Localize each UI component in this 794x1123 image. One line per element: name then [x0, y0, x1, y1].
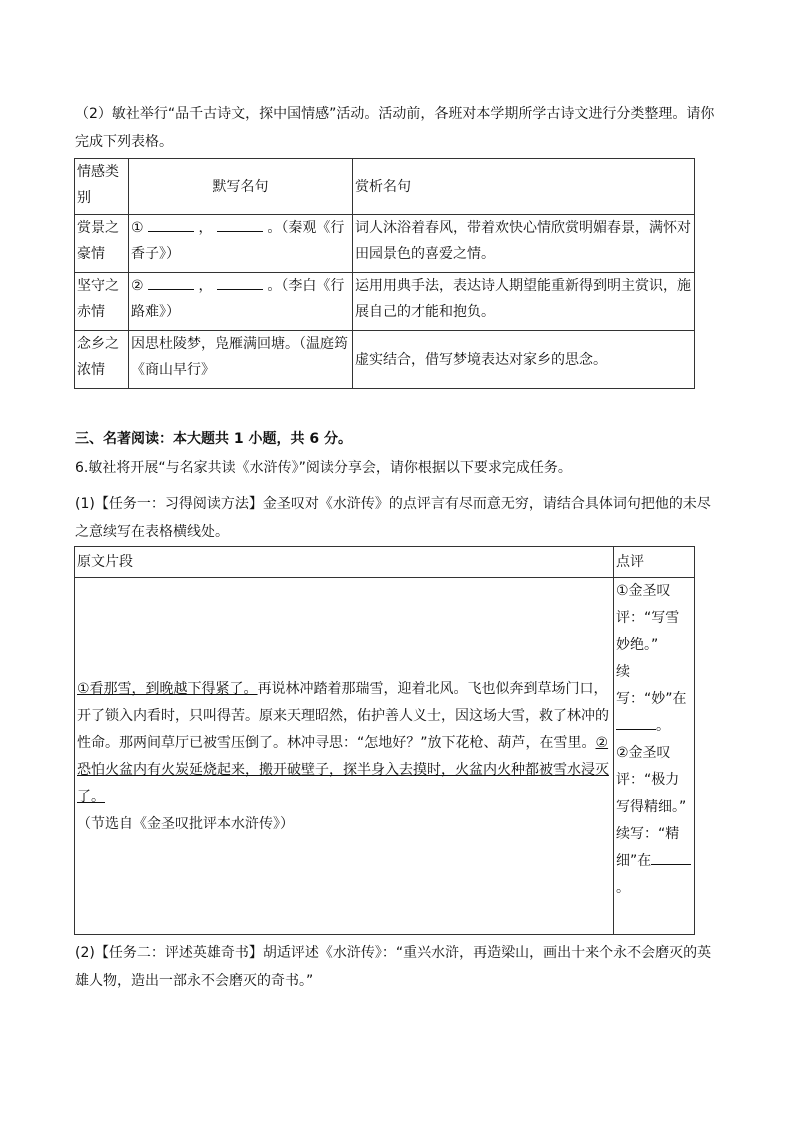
emotion-cell: 赏景之豪情 — [75, 215, 129, 273]
passage-cell — [75, 578, 614, 935]
dictation-cell — [129, 273, 353, 331]
source-text: 。（秦观《行香子》） — [131, 220, 345, 262]
reading-table — [74, 546, 695, 935]
dictation-cell — [129, 215, 353, 273]
passage-underlined-2: ②恐怕火盆内有火炭延烧起来，搬开破壁子，探半身入去摸时，火盆内火种都被雪水浸灭了。 — [77, 734, 609, 805]
emotion-cell: 念乡之浓情 — [75, 331, 129, 389]
header-emotion: 情感类别 — [75, 159, 129, 215]
table-header-row — [75, 547, 695, 578]
passage-underlined-1: ①看那雪，到晚越下得紧了。 — [77, 680, 258, 697]
blank-mark: ① — [131, 220, 144, 236]
answer-blank[interactable] — [148, 275, 194, 290]
comment-2-prompt: 续写：“精细”在 — [616, 826, 680, 869]
q2-intro: （2）敏社举行“品千古诗文，探中国情感”活动。活动前，各班对本学期所学古诗文进行分类整理。请你完成下列表格。 — [75, 106, 715, 150]
header-passage: 原文片段 — [75, 547, 614, 578]
blank-sep: ， — [198, 220, 213, 236]
emotion-cell: 坚守之赤情 — [75, 273, 129, 331]
task1-text: (1)【任务一：习得阅读方法】金圣叹对《水浒传》的点评言有尽而意无穷，请结合具体词句把他的未尽之意续写在表格横线处。 — [75, 496, 711, 540]
comment-2-quote: ②金圣叹评：“极力写得精细。” — [616, 745, 687, 815]
header-comment: 点评 — [614, 547, 695, 578]
source-text: 。（李白《行路难》） — [131, 278, 345, 320]
appreciation-cell: 词人沐浴着春风，带着欢快心情欣赏明媚春景，满怀对田园景色的喜爱之情。 — [353, 215, 695, 273]
passage-body: 再说林冲踏着那瑞雪，迎着北风。飞也似奔到草场门口，开了锁入内看时，只叫得苦。原来天理昭然，佑护善人义士，因这场大雪，救了林冲的性命。那两间草厅已被雪压倒了。林冲寻思：“怎地好？”放下花枪、葫芦，在雪里。 — [77, 680, 609, 751]
blank-mark: ② — [131, 278, 144, 294]
passage-source: （节选自《金圣叹批评本水浒传》） — [77, 815, 294, 832]
table-row — [75, 273, 695, 331]
answer-blank[interactable] — [616, 715, 656, 730]
table-row — [75, 215, 695, 273]
answer-blank[interactable] — [651, 850, 691, 865]
comment-2-end: 。 — [616, 880, 630, 896]
task2-text: (2)【任务二：评述英雄奇书】胡适评述《水浒传》：“重兴水浒，再造梁山，画出十来个永不会磨灭的英雄人物，造出一部永不会磨灭的奇书。” — [75, 945, 712, 989]
appreciation-cell: 运用用典手法，表达诗人期望能重新得到明主赏识，施展自己的才能和抱负。 — [353, 273, 695, 331]
answer-blank[interactable] — [217, 217, 263, 232]
section-title: 三、名著阅读：本大题共 1 小题，共 6 分。 — [75, 431, 352, 447]
q6-intro: 6.敏社将开展“与名家共读《水浒传》”阅读分享会，请你根据以下要求完成任务。 — [75, 460, 572, 476]
appreciation-cell: 虚实结合，借写梦境表达对家乡的思念。 — [353, 331, 695, 389]
comment-1-end: 。 — [656, 718, 670, 734]
emotion-table — [74, 158, 695, 389]
table-header-row — [75, 159, 695, 215]
answer-blank[interactable] — [217, 275, 263, 290]
answer-blank[interactable] — [148, 217, 194, 232]
header-dictation: 默写名句 — [129, 159, 353, 215]
table-row — [75, 331, 695, 389]
comment-1-quote: ①金圣叹评：“写雪妙绝。” — [616, 583, 680, 653]
dictation-cell: 因思杜陵梦，凫雁满回塘。（温庭筠《商山早行》 — [129, 331, 353, 389]
header-appreciation: 赏析名句 — [353, 159, 695, 215]
comment-cell — [614, 578, 695, 935]
table-row — [75, 578, 695, 935]
blank-sep: ， — [198, 278, 213, 294]
comment-1-prompt: 续写：“妙”在 — [616, 664, 687, 707]
